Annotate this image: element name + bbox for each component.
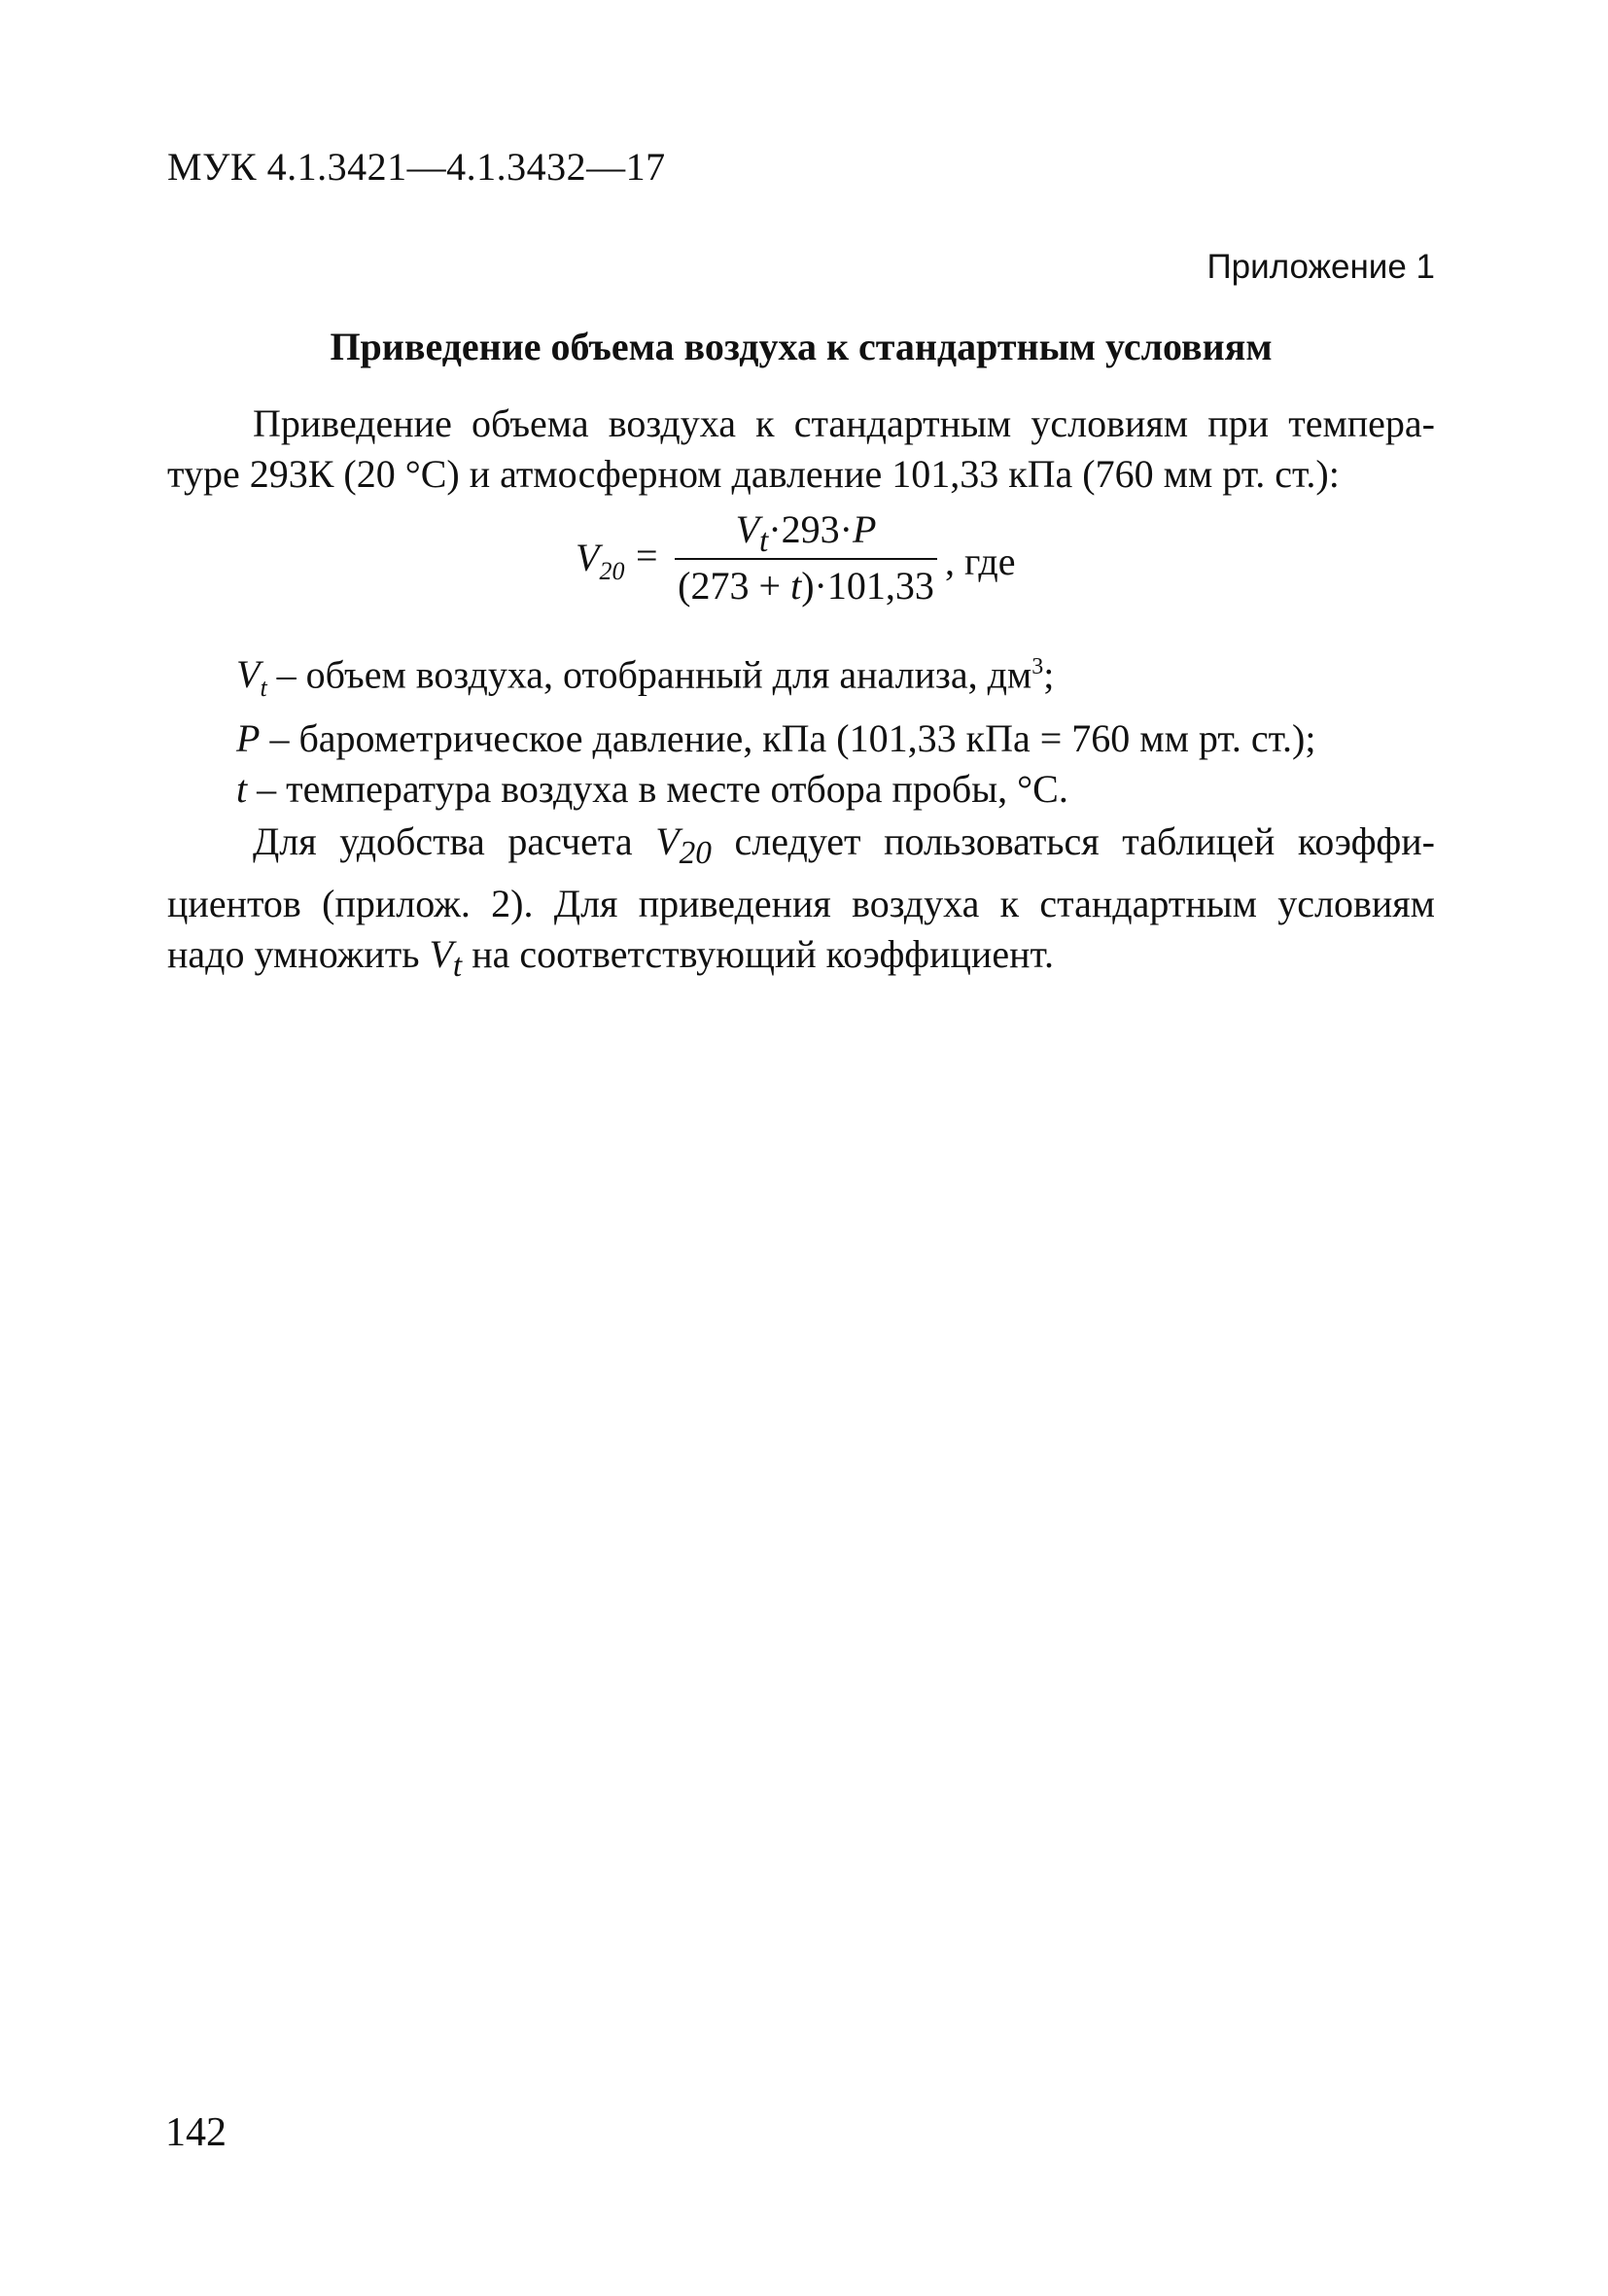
definition-t: t – температура воздуха в месте отбора пробы, °С. — [236, 767, 1068, 812]
conclusion-line-1: Для удобства расчета $V_{20}$ следует пользоваться таблицей коэффи- — [253, 819, 1435, 871]
document-code: МУК 4.1.3421—4.1.3432—17 — [167, 145, 666, 189]
formula — [576, 505, 1062, 622]
page-number: 142 — [165, 2110, 227, 2155]
formula-numerator: $V_t\cdot 293\cdot P$ — [735, 507, 877, 559]
conclusion-line-3: надо умножить $V_t$ на соответствующий коэффициент. — [167, 932, 1054, 984]
section-title: Приведение объема воздуха к стандартным условиям — [330, 325, 1273, 368]
intro-line-1: Приведение объема воздуха к стандартным условиям при темпера- — [253, 401, 1435, 445]
appendix-label: Приложение 1 — [1206, 248, 1435, 286]
formula-denominator: (273 + t)·101,33 — [678, 564, 934, 608]
conclusion-line-2: циентов (прилож. 2). Для приведения воздуха к стандартным условиям — [167, 882, 1435, 925]
formula-fraction — [675, 505, 937, 610]
fraction-bar — [675, 558, 937, 560]
formula-tail: , где — [945, 539, 1016, 583]
conclusion-paragraph — [167, 817, 1435, 991]
intro-paragraph — [167, 399, 1435, 500]
definitions-list — [236, 642, 1442, 815]
formula-equals: = — [636, 534, 658, 577]
definition-vt: $V_t$ – объем воздуха, отобранный для анализа, $дм^3$; — [236, 652, 1055, 703]
formula-lhs: $V_{20}$ — [576, 536, 625, 585]
intro-line-2: туре 293К (20 °С) и атмосферном давление 101,33 кПа (760 мм рт. ст.): — [167, 452, 1340, 496]
definition-p: P – барометрическое давление, кПа (101,33 кПа = 760 мм рт. ст.); — [236, 716, 1316, 761]
